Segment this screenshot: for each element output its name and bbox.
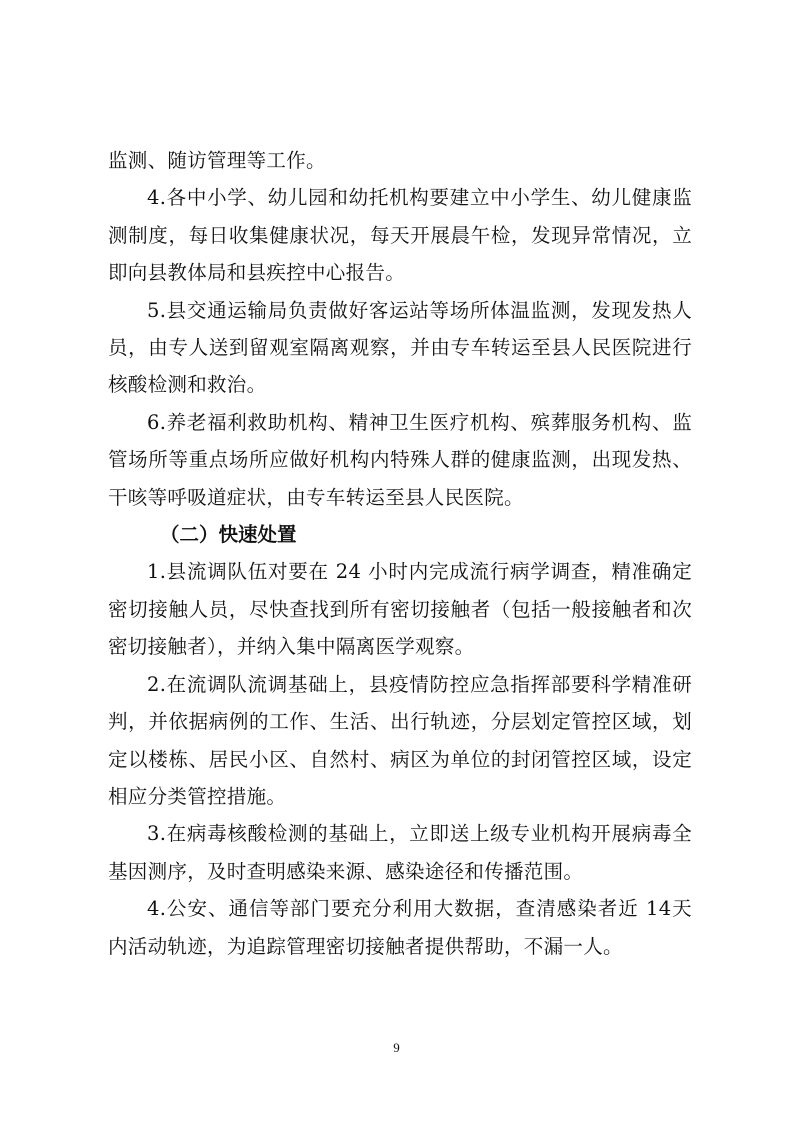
text-line: 监测制度，每日收集健康状况，每天开展晨午检，发现异常情况， (108, 186, 692, 247)
text-line: 立即向县教体局和县疾控中心报告。 (108, 223, 692, 285)
text-line: 研判，并依据病例的工作、生活、出行轨迹，分层划定管控区域， (108, 672, 692, 734)
text-line: 4.公安、通信等部门要充分利用大数据，查清感染者近 14 (147, 897, 672, 921)
text-line: 全基因测序，及时查明感染来源、感染途径和传播范围。 (108, 822, 692, 883)
text-line: 2.在流调队流调基础上，县疫情防控应急指挥部要科学精准 (147, 672, 673, 696)
paragraph-section-4 (108, 890, 692, 965)
text-line: 进行核酸检测和救治。 (108, 336, 692, 397)
text-line: 5.县交通运输局负责做好客运站等场所体温监测，发现发热 (147, 298, 673, 322)
text-line: 6.养老福利救助机构、精神卫生医疗机构、殡葬服务机构、 (147, 410, 673, 434)
paragraph-section-2 (108, 666, 692, 816)
text-line: 和次密切接触者），并纳入集中隔离医学观察。 (108, 597, 692, 659)
text-line: 热、干咳等呼吸道症状，由专车转运至县人民医院。 (108, 448, 692, 509)
paragraph-section-1 (108, 553, 692, 665)
text-line: 监管场所等重点场所应做好机构内特殊人群的健康监测，出现发 (108, 410, 692, 472)
paragraph-item-4 (108, 179, 692, 291)
page-number: 9 (393, 1040, 400, 1055)
text-line: 人员，由专人送到留观室隔离观察，并由专车转运至县人民医院 (108, 298, 692, 360)
text-line: 定密切接触人员，尽快查找到所有密切接触者（包括一般接触者 (108, 560, 692, 621)
paragraph-item-5 (108, 292, 692, 404)
text-line: 天内活动轨迹，为追踪管理密切接触者提供帮助，不漏一人。 (108, 897, 692, 958)
paragraph-item-6 (108, 404, 692, 516)
text-line: 设定相应分类管控措施。 (108, 747, 692, 808)
text-line: 1.县流调队伍对要在 24 小时内完成流行病学调查，精准确 (147, 560, 673, 584)
text-line: 4.各中小学、幼儿园和幼托机构要建立中小学生、幼儿健康 (147, 186, 673, 210)
text-line: 划定以楼栋、居民小区、自然村、病区为单位的封闭管控区域， (108, 710, 692, 771)
paragraph-section-3 (108, 815, 692, 890)
text-line: 监测、随访管理等工作。 (108, 149, 326, 172)
paragraph-continuation (108, 142, 692, 179)
text-line: 3.在病毒核酸检测的基础上，立即送上级专业机构开展病毒 (147, 822, 673, 846)
document-body (108, 142, 692, 965)
section-heading: （二）快速处置 (160, 523, 297, 547)
